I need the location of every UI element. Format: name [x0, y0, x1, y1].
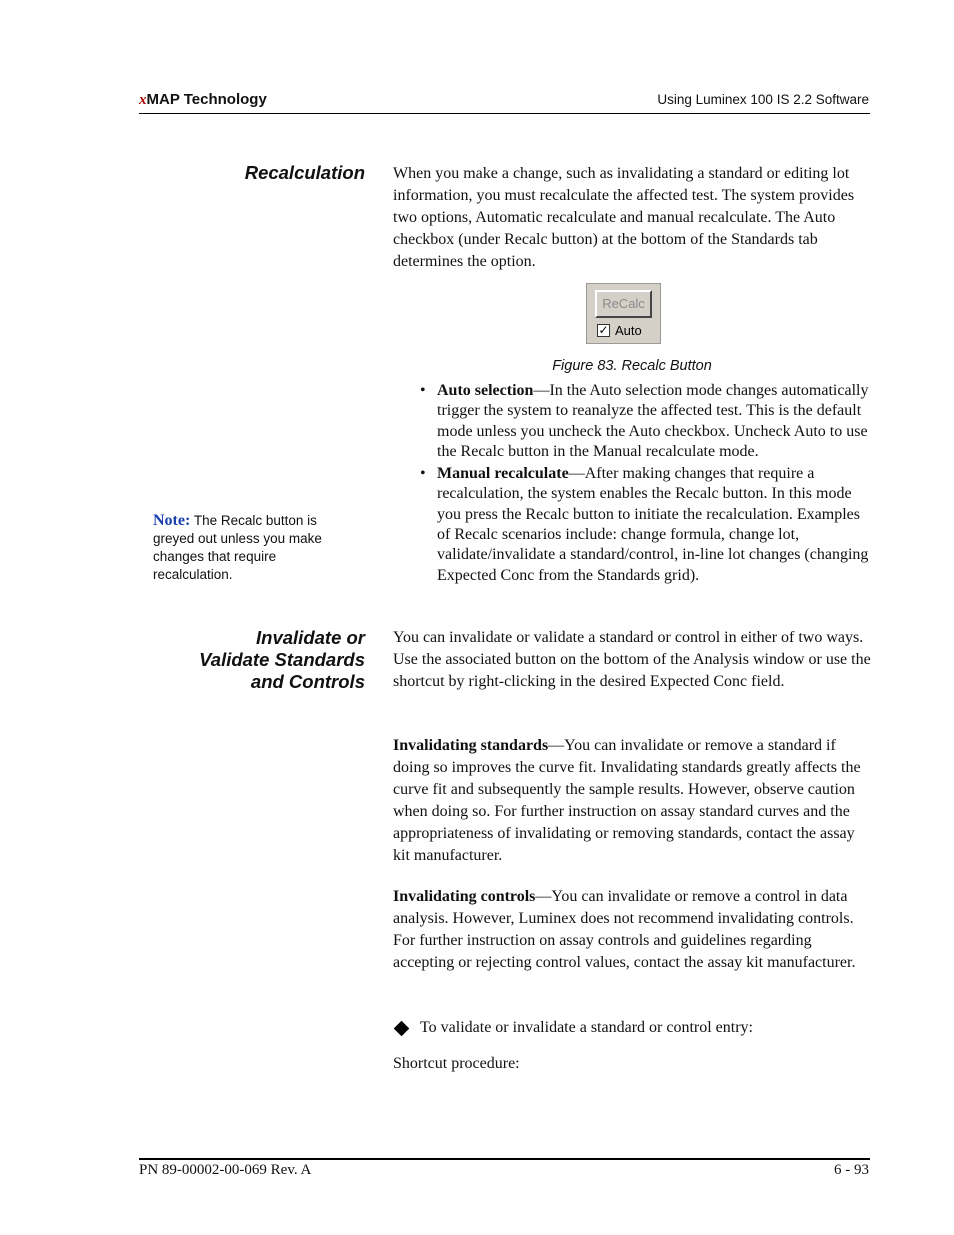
note-text: The Recalc button is greyed out unless you make changes that require recalculation. — [153, 513, 322, 582]
bullet-text: —After making changes that require a recalculation, the system enables the Recalc button. In this mode you press the Recalc button to initiate the recalculation. Examples of Recalc scenarios include: change formula, change lot, validate/invalidate a standard/control, in-line lot changes (changing Expected Conc from the Standards grid). — [437, 465, 869, 584]
footer-part-number: PN 89-00002-00-069 Rev. A — [139, 1162, 312, 1178]
term-invalidating-controls: Invalidating controls — [393, 888, 536, 905]
brand-x: x — [139, 92, 147, 108]
bullet-term: Manual recalculate — [437, 465, 569, 483]
recalc-button: ReCalc — [595, 290, 652, 318]
recalc-figure — [586, 283, 661, 344]
shortcut-procedure — [393, 1053, 871, 1075]
note-label: Note: — [153, 512, 191, 529]
heading-line: Validate Standards — [199, 649, 365, 670]
bullet-dot: • — [420, 382, 426, 399]
auto-checkbox: ✓ — [598, 323, 609, 337]
bullet-text: —In the Auto selection mode changes automatically trigger the system to reanalyze the affected test. This is the default mode unless you uncheck the Auto checkbox. Uncheck Auto to use the Recalc button in the Manual recalculate mode. — [437, 382, 869, 460]
invalidating-controls — [393, 886, 871, 974]
invalidating-standards-para — [393, 735, 871, 867]
invalidating-standards — [393, 735, 871, 867]
diamond-bullet-icon — [394, 1020, 410, 1036]
recalc-intro-text: When you make a change, such as invalidating a standard or editing lot information, you must recalculate the affected test. The system provides two options, Automatic recalculate and manual recalculate. The Auto checkbox (under Recalc button) at the bottom of the Standards tab determines the option. — [393, 165, 855, 270]
procedure-title — [393, 1017, 753, 1039]
side-note — [153, 512, 343, 584]
shortcut-procedure-label: Shortcut procedure: — [393, 1055, 520, 1072]
heading-invalidate — [199, 627, 365, 693]
footer-page-number: 6 - 93 — [834, 1162, 869, 1178]
recalc-bullet-list — [418, 381, 870, 588]
figure-caption: Figure 83. Recalc Button — [552, 358, 712, 374]
heading-line: Invalidate or — [256, 627, 365, 648]
header-brand — [139, 91, 267, 109]
bullet-dot: • — [420, 465, 426, 483]
invalidate-intro — [393, 627, 871, 693]
term-invalidating-standards: Invalidating standards — [393, 737, 549, 754]
heading-recalculation: Recalculation — [244, 162, 365, 183]
bullet-term: Auto selection — [437, 382, 534, 399]
invalidating-controls-text: —You can invalidate or remove a control in data analysis. However, Luminex does not recommend invalidating controls. For further instruction on assay controls and guidelines regarding accepting or rejecting control values, contact the assay kit manufacturer. — [393, 888, 856, 971]
auto-checkbox-row — [597, 323, 642, 338]
invalidate-intro-text: You can invalidate or validate a standard or control in either of two ways. Use the associated button on the bottom of the Analysis window or use the shortcut by right-clicking in the desired Expected Conc field. — [393, 629, 871, 690]
footer-rule — [139, 1158, 870, 1160]
invalidating-controls-para — [393, 886, 871, 974]
procedure-title-text: To validate or invalidate a standard or control entry: — [420, 1019, 753, 1036]
heading-line: and Controls — [250, 671, 365, 692]
bullet-manual-recalculate — [418, 464, 870, 586]
auto-checkbox-label: Auto — [615, 323, 642, 338]
header-title: Using Luminex 100 IS 2.2 Software — [657, 92, 869, 107]
header-rule — [139, 113, 870, 114]
invalidating-standards-text: —You can invalidate or remove a standard if doing so improves the curve fit. Invalidating standards greatly affects the curve fit and subsequently the sample results. However, observe caution when doing so. For further instruction on assay standard curves and the appropriateness of invalidating or removing standards, contact the assay kit manufacturer. — [393, 737, 861, 864]
brand-name: MAP Technology — [146, 91, 267, 108]
bullet-auto-selection — [418, 381, 870, 462]
recalc-intro — [393, 163, 871, 273]
